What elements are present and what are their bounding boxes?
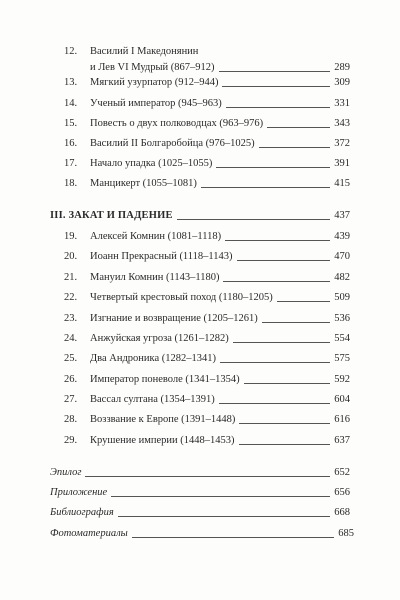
toc-section-part3 [50,210,350,222]
toc-entry-29 [64,435,350,447]
toc-entry-number: 16. [64,138,78,149]
toc-entry-title: Анжуйская угроза (1261–1282) [90,333,229,344]
toc-entry-26 [64,374,350,386]
toc-entry-number: 13. [64,77,78,88]
toc-entry-number: 12. [64,46,78,57]
toc-entry-17 [64,158,350,170]
toc-leader [132,537,334,538]
toc-leader [233,342,330,343]
toc-entry-number: 26. [64,374,78,385]
toc-entry-20 [64,251,350,263]
toc-entry-title: Два Андроника (1282–1341) [90,353,217,364]
toc-entry-title: Манцикерт (1055–1081) [90,178,197,189]
toc-entry-page: 592 [334,374,350,385]
toc-entry-title: Начало упадка (1025–1055) [90,158,213,169]
toc-entry-12 [64,46,350,74]
toc-entry-page: 415 [334,178,350,189]
toc-leader [267,127,330,128]
toc-entry-title: Ученый император (945–963) [90,98,222,109]
toc-appendix [50,487,350,499]
toc-entry-title: Император поневоле (1341–1354) [90,374,240,385]
toc-entry-16 [64,138,350,150]
toc-entry-page: 668 [334,507,350,518]
toc-leader [225,240,330,241]
toc-entry-number: 14. [64,98,78,109]
section-page: 437 [334,210,350,221]
toc-photos [50,528,354,540]
toc-entry-title: Воззвание к Европе (1391–1448) [90,414,236,425]
toc-entry-number: 25. [64,353,78,364]
toc-entry-title: Вассал султана (1354–1391) [90,394,215,405]
toc-entry-title: Эпилог [50,467,82,478]
toc-entry-21 [64,272,350,284]
toc-leader [239,423,330,424]
toc-leader [219,71,330,72]
toc-entry-title: Иоанн Прекрасный (1118–1143) [90,251,233,262]
toc-entry-28 [64,414,350,426]
toc-entry-23 [64,313,350,325]
toc-entry-title: Фотоматериалы [50,528,128,539]
toc-entry-22 [64,292,350,304]
toc-entry-page: 309 [334,77,350,88]
toc-entry-page: 656 [334,487,350,498]
toc-entry-title-line1: Василий I Македонянин [90,46,199,57]
toc-entry-number: 29. [64,435,78,446]
toc-entry-page: 509 [334,292,350,303]
toc-leader [259,147,330,148]
toc-entry-page: 652 [334,467,350,478]
toc-entry-number: 21. [64,272,78,283]
toc-leader [237,260,330,261]
toc-entry-13 [64,77,350,89]
toc-entry-number: 17. [64,158,78,169]
toc-entry-page: 470 [334,251,350,262]
toc-leader [222,86,330,87]
toc-entry-number: 22. [64,292,78,303]
toc-entry-number: 24. [64,333,78,344]
toc-bibliography [50,507,350,519]
toc-entry-number: 20. [64,251,78,262]
toc-leader [85,476,330,477]
toc-leader [118,516,330,517]
toc-epilogue [50,467,350,479]
toc-entry-24 [64,333,350,345]
toc-entry-15 [64,118,350,130]
toc-entry-title-line2: и Лев VI Мудрый (867–912) [90,62,215,73]
toc-entry-page: 331 [334,98,350,109]
toc-entry-14 [64,98,350,110]
toc-entry-page: 482 [334,272,350,283]
toc-leader [216,167,330,168]
toc-entry-number: 18. [64,178,78,189]
toc-entry-number: 27. [64,394,78,405]
toc-entry-page: 616 [334,414,350,425]
toc-entry-page: 685 [338,528,354,539]
toc-entry-page: 637 [334,435,350,446]
toc-entry-page: 439 [334,231,350,242]
toc-entry-title: Приложение [50,487,108,498]
toc-entry-27 [64,394,350,406]
section-title: III. ЗАКАТ И ПАДЕНИЕ [50,210,173,221]
toc-leader [239,444,330,445]
toc-leader [223,281,330,282]
toc-leader [262,322,330,323]
toc-entry-number: 28. [64,414,78,425]
toc-entry-number: 15. [64,118,78,129]
toc-entry-25 [64,353,350,365]
toc-leader [219,403,330,404]
toc-entry-title: Повесть о двух полководцах (963–976) [90,118,264,129]
toc-leader [244,383,330,384]
toc-entry-title: Василий II Болгаробойца (976–1025) [90,138,255,149]
toc-entry-title: Алексей Комнин (1081–1118) [90,231,222,242]
toc-entry-page: 289 [334,62,350,73]
toc-entry-page: 536 [334,313,350,324]
toc-entry-title: Библиография [50,507,114,518]
toc-entry-title: Мануил Комнин (1143–1180) [90,272,220,283]
toc-entry-18 [64,178,350,190]
toc-leader [220,362,330,363]
toc-entry-page: 343 [334,118,350,129]
toc-leader [177,219,330,220]
toc-entry-page: 372 [334,138,350,149]
toc-entry-title: Четвертый крестовый поход (1180–1205) [90,292,273,303]
toc-entry-title: Крушение империи (1448–1453) [90,435,235,446]
toc-leader [111,496,330,497]
toc-leader [277,301,330,302]
toc-leader [201,187,330,188]
toc-entry-number: 19. [64,231,78,242]
toc-entry-19 [64,231,350,243]
toc-entry-title: Изгнание и возвращение (1205–1261) [90,313,258,324]
toc-leader [226,107,330,108]
toc-entry-page: 391 [334,158,350,169]
toc-entry-title: Мягкий узурпатор (912–944) [90,77,219,88]
toc-entry-page: 554 [334,333,350,344]
toc-entry-page: 575 [334,353,350,364]
toc-entry-number: 23. [64,313,78,324]
toc-entry-page: 604 [334,394,350,405]
